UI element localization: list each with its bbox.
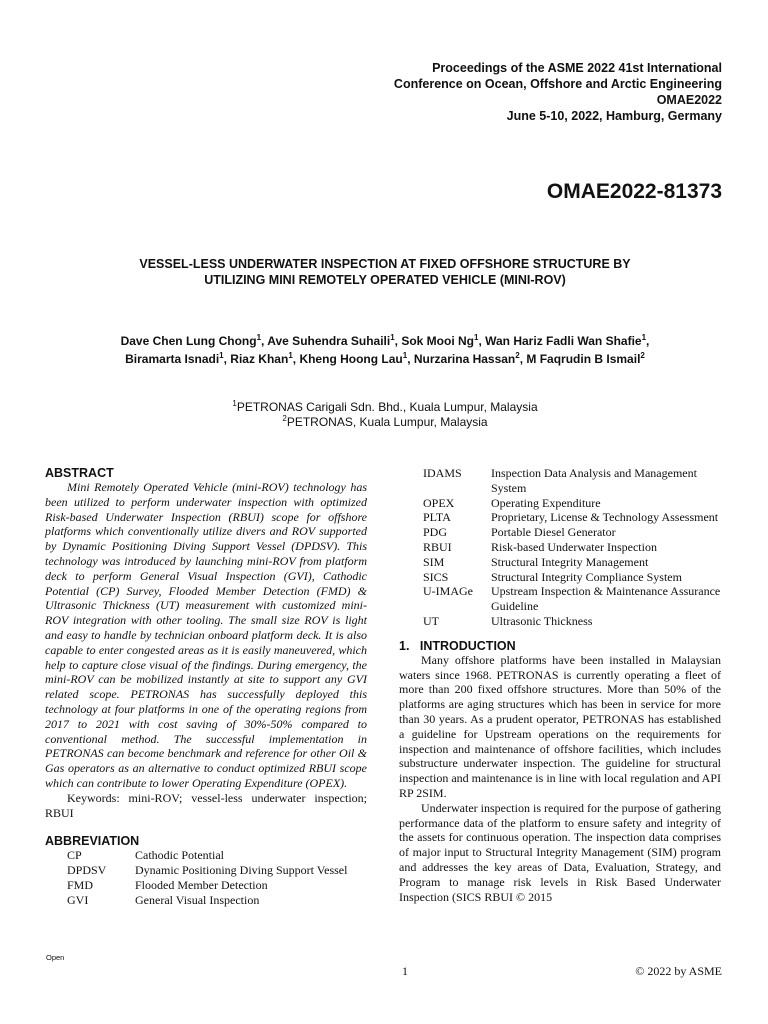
abbreviation-term: OPEX: [423, 495, 455, 510]
page-number: 1: [402, 964, 408, 978]
abbreviation-term: FMD: [67, 877, 94, 892]
author-name: Dave Chen Lung Chong: [120, 334, 257, 348]
abbreviation-definition: Structural Integrity Management: [491, 554, 649, 569]
title-line: VESSEL-LESS UNDERWATER INSPECTION AT FIXED OFFSHORE STRUCTURE BY: [139, 257, 631, 271]
abbreviation-term: IDAMS: [423, 466, 462, 480]
proceedings-line: June 5-10, 2022, Hamburg, Germany: [506, 109, 722, 123]
abbreviation-term: SICS: [423, 569, 449, 584]
introduction-paragraph: Underwater inspection is required for the purpose of gathering performance data of the platform to ensure safety and integrity of the assets for continuous operation. The inspection data comprises of major input to Structural Integrity Management (SIM) program and addresses the key areas of Data, Evaluation, Strategy, and Program to manage risk levels in Risk Based Underwater Inspection (SICS RBUI © 2015: [399, 800, 721, 904]
author-name: Kheng Hoong Lau: [299, 352, 403, 366]
abbreviation-definition: Upstream Inspection & Maintenance Assurance Guideline: [491, 584, 721, 614]
abbreviation-term: PLTA: [423, 510, 451, 525]
introduction-heading: 1. INTRODUCTION: [399, 638, 516, 653]
abbreviation-row: [399, 555, 721, 570]
abbreviation-definition: Dynamic Positioning Diving Support Vessel: [135, 863, 348, 878]
abbreviation-row: [45, 893, 347, 908]
author-affil-mark: 1: [390, 333, 395, 342]
abbreviation-row: [45, 863, 347, 878]
proceedings-line: Conference on Ocean, Offshore and Arctic Engineering: [393, 77, 722, 91]
introduction-paragraph: Many offshore platforms have been installed in Malaysian waters since 1968. PETRONAS is currently operating a fleet of more than 200 fixed offshore structures. More than 50% of the platforms are aging structures which has been in service for more than 30 years. As a prudent operator, PETRONAS has established a guideline for Upstream operations on the requirements for inspection and maintenance of offshore facilities, which includes substructure underwater inspection. The guideline for structural inspection and maintenance is in line with local regulation and API RP 2SIM.: [399, 652, 721, 800]
abbreviation-term: CP: [67, 848, 82, 863]
author-affil-mark: 1: [474, 333, 479, 342]
abbreviation-heading: ABBREVIATION: [45, 834, 140, 849]
abbreviation-term: GVI: [67, 892, 89, 907]
abbreviation-row: [399, 570, 721, 585]
paper-title: [60, 256, 710, 288]
abbreviation-table-continued: [399, 466, 721, 629]
author-name: Ave Suhendra Suhaili: [267, 334, 391, 348]
author-name: Wan Hariz Fadli Wan Shafie: [485, 334, 642, 348]
author-affil-mark: 1: [402, 351, 408, 360]
author-name: Sok Mooi Ng: [401, 334, 474, 348]
affiliations: [60, 400, 710, 430]
affiliation-line: [60, 400, 710, 415]
abbreviation-table: [45, 848, 347, 907]
abbreviation-term: SIM: [423, 554, 445, 569]
abbreviation-definition: Proprietary, License & Technology Assessment: [491, 510, 719, 525]
affiliation-mark: 2: [282, 414, 287, 423]
affiliation-text: PETRONAS, Kuala Lumpur, Malaysia: [286, 415, 488, 429]
abbreviation-definition: General Visual Inspection: [135, 892, 260, 907]
affiliation-mark: 1: [232, 399, 237, 408]
author-affil-mark: 1: [288, 351, 293, 360]
abbreviation-definition: Flooded Member Detection: [135, 877, 268, 892]
abbreviation-definition: Structural Integrity Compliance System: [491, 569, 682, 584]
abbreviation-term: UT: [423, 613, 439, 628]
affiliation-line: [60, 415, 710, 430]
abbreviation-row: [399, 525, 721, 540]
author-name: Riaz Khan: [230, 352, 289, 366]
affiliation-text: PETRONAS Carigali Sdn. Bhd., Kuala Lumpur, Malaysia: [236, 400, 538, 414]
author-line: Biramarta Isnadi$^1$, Riaz Khan$^1$, Kheng Hoong Lau$^1$, Nurzarina Hassan$^2$, M Faqrudin B Ismail$^2$: [125, 351, 645, 366]
abbreviation-row: [399, 466, 721, 496]
abbreviation-definition: Operating Expenditure: [491, 495, 601, 510]
abbreviation-row: [45, 878, 347, 893]
paper-id: OMAE2022-81373: [546, 180, 722, 203]
abbreviation-row: [399, 584, 721, 614]
author-name: Nurzarina Hassan: [413, 352, 516, 366]
abbreviation-definition: Portable Diesel Generator: [491, 525, 616, 540]
right-column: [399, 466, 721, 904]
abbreviation-term: RBUI: [423, 539, 452, 554]
abstract-text: Mini Remotely Operated Vehicle (mini-ROV) technology has been utilized to perform underwater inspection with optimized Risk-based Underwater Inspection (RBUI) scope for offshore platforms which conventionally utilize divers and ROV supported by Dynamic Positioning Diving Support Vessel (DPDSV). This technology was introduced by launching mini-ROV from platform deck to perform General Visual Inspection (GVI), Cathodic Potential (CP) Survey, Flooded Member Detection (FMD) & Ultrasonic Thickness (UT) measurement with customized mini-ROV integration with other tooling. The small size ROV is light and easy to handle by technician onboard platform deck. It is also capable to enter congested areas as it is easily maneuvered, which help to capture close visual of the findings. During emergency, the mini-ROV can be mobilized instantly at site to support any GVI related scope. PETRONAS has successfully deployed this technology at four platforms in one of the operating regions from 2017 to 2021 with cost saving of 30%-50% compared to conventional method. The successful implementation in PETRONAS can become benchmark and reference for other Oil & Gas operators as an alternative to conduct optimized RBUI scope which can contribute to lower Operating Expenditure (OPEX).: [45, 480, 367, 790]
abbreviation-definition: Ultrasonic Thickness: [491, 613, 593, 628]
abbreviation-term: DPDSV: [67, 863, 107, 878]
author-line: Dave Chen Lung Chong$^1$, Ave Suhendra Suhaili$^1$, Sok Mooi Ng$^1$, Wan Hariz Fadli Wan Shafie$^1$,: [120, 333, 650, 348]
title-line: UTILIZING MINI REMOTELY OPERATED VEHICLE (MINI-ROV): [204, 273, 566, 287]
abbreviation-definition: Risk-based Underwater Inspection: [491, 539, 657, 554]
abbreviation-row: [399, 614, 721, 629]
footer-open-label: Open: [46, 953, 65, 962]
author-list: [40, 332, 730, 368]
abbreviation-row: [399, 496, 721, 511]
abbreviation-definition: Inspection Data Analysis and Management System: [491, 466, 697, 495]
author-affil-mark: 1: [641, 333, 647, 342]
abstract-heading: ABSTRACT: [45, 466, 114, 480]
proceedings-line: OMAE2022: [656, 93, 722, 107]
left-column: [45, 466, 367, 908]
proceedings-line: Proceedings of the ASME 2022 41st International: [432, 61, 722, 75]
abbreviation-term: PDG: [423, 525, 448, 540]
abbreviation-row: [399, 540, 721, 555]
abbreviation-definition: Cathodic Potential: [135, 848, 224, 863]
abbreviation-row: [45, 848, 347, 863]
keywords: Keywords: mini-ROV; vessel-less underwater inspection; RBUI: [45, 790, 367, 820]
abbreviation-row: [399, 510, 721, 525]
author-name: M Faqrudin B Ismail: [526, 352, 641, 366]
author-affil-mark: 1: [219, 351, 224, 360]
author-name: Biramarta Isnadi: [125, 352, 220, 366]
abbreviation-term: U-IMAGe: [423, 584, 473, 599]
author-affil-mark: 2: [640, 351, 645, 360]
author-affil-mark: 2: [515, 351, 520, 360]
proceedings-header: [394, 60, 722, 124]
author-affil-mark: 1: [256, 333, 262, 342]
copyright: © 2022 by ASME: [635, 964, 722, 978]
